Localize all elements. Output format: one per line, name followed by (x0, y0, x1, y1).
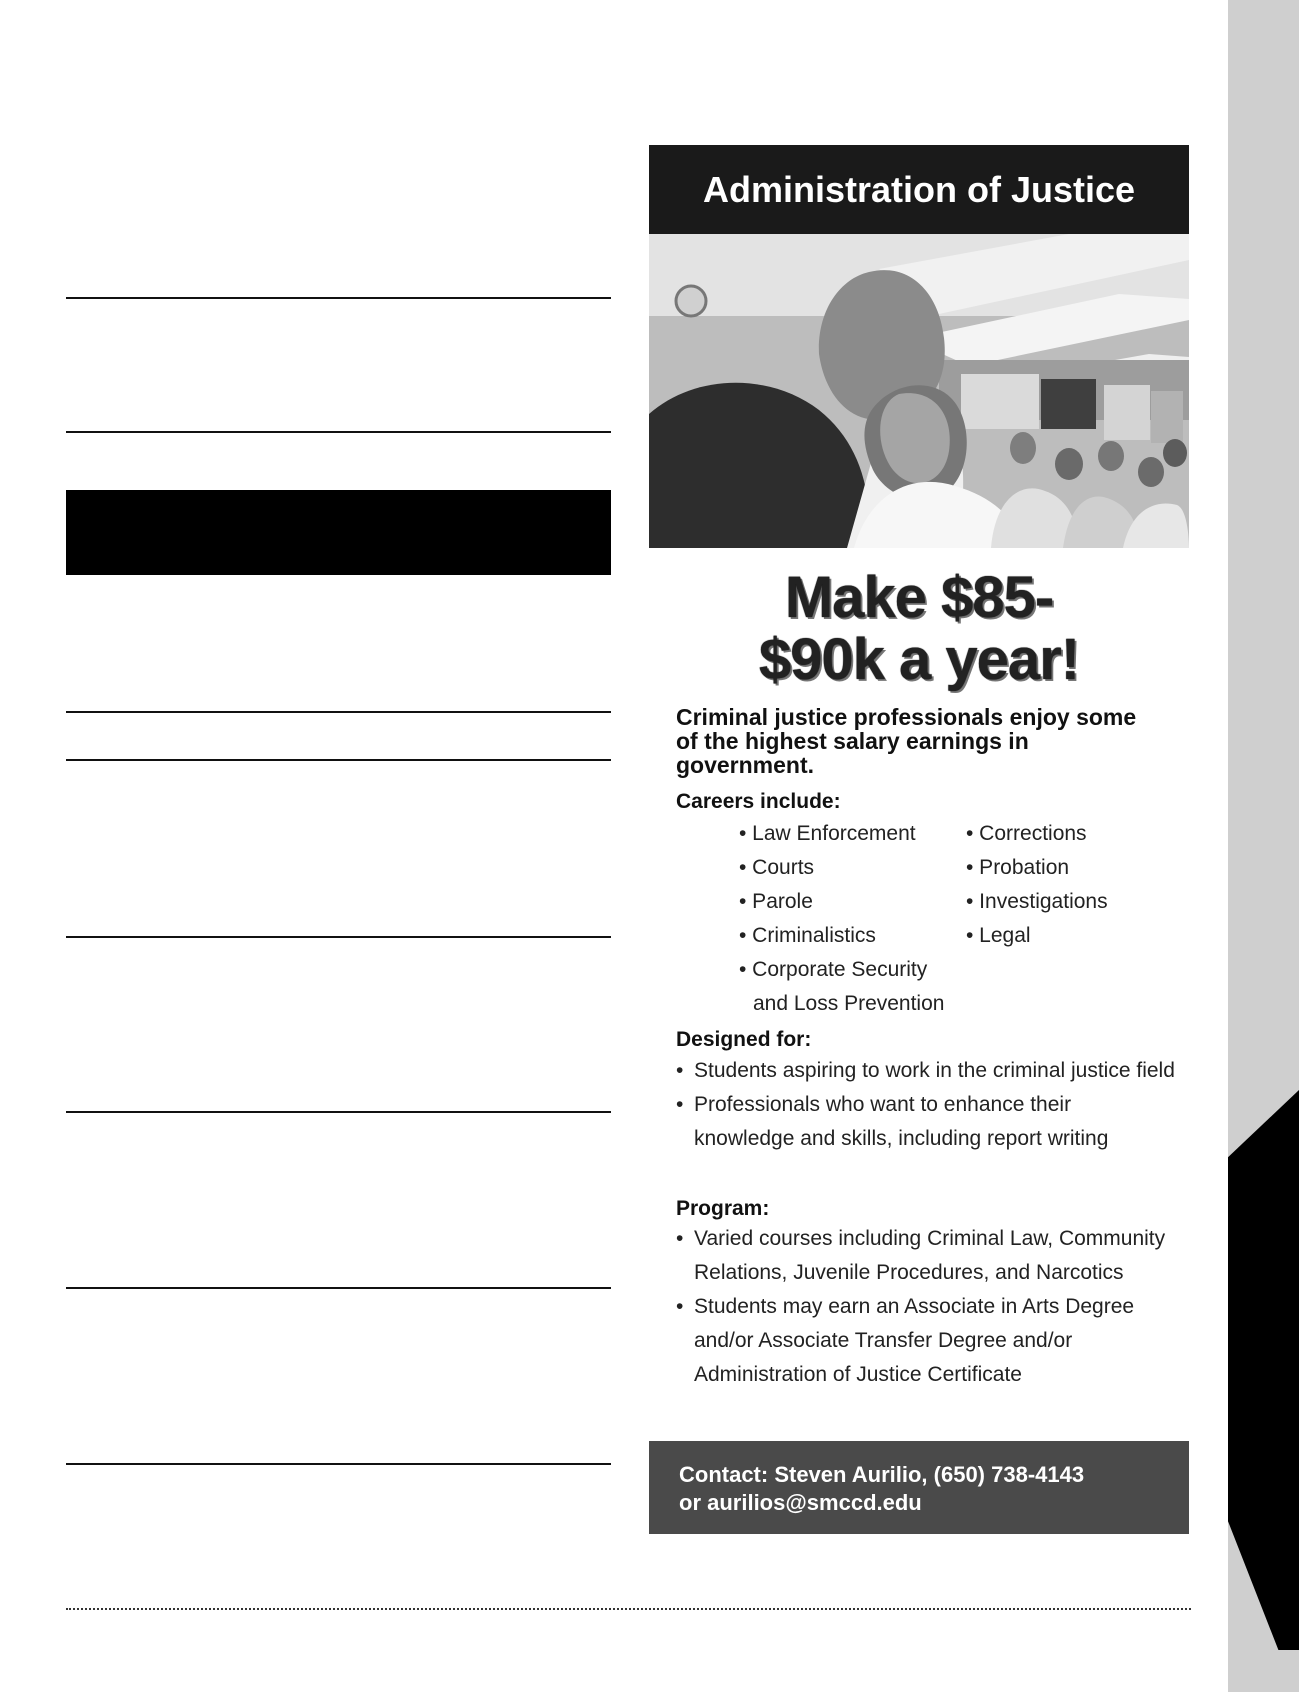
subheadline: Criminal justice professionals enjoy some of the highest salary earnings in government. (676, 704, 1137, 778)
advertisement (649, 145, 1189, 1534)
career-item: • Parole (739, 890, 813, 913)
divider-rule (66, 297, 611, 299)
headline (649, 567, 1189, 691)
dotted-cut-line (66, 1608, 1191, 1610)
contact-email[interactable]: or aurilios@smccd.edu (679, 1490, 922, 1515)
careers-right-list (966, 817, 1108, 953)
careers-left-list (739, 817, 944, 1021)
designed-for-item: • Students aspiring to work in the criminal justice field (676, 1054, 1176, 1088)
divider-rule (66, 711, 611, 713)
career-item: • Probation (966, 856, 1070, 879)
divider-rule (66, 431, 611, 433)
program-heading: Program: (676, 1197, 770, 1220)
contact-box (649, 1441, 1189, 1534)
contact-line: Contact: Steven Aurilio, (650) 738-4143 (679, 1462, 1085, 1487)
program-item: • Students may earn an Associate in Arts Degree and/or Associate Transfer Degree and/or Administration of Justice Certificate (676, 1290, 1176, 1392)
divider-rule (66, 936, 611, 938)
career-item-continuation: and Loss Prevention (753, 992, 945, 1015)
divider-rule (66, 1111, 611, 1113)
careers-heading: Careers include: (676, 790, 841, 813)
program-item: • Varied courses including Criminal Law, Community Relations, Juvenile Procedures, and Narcotics (676, 1222, 1176, 1290)
classroom-photo-icon (649, 234, 1189, 548)
headline-line: Make $85- (784, 565, 1054, 630)
career-item: • Investigations (966, 890, 1108, 913)
divider-rule (66, 1463, 611, 1465)
designed-for-heading: Designed for: (676, 1028, 812, 1051)
career-item: • Legal (966, 924, 1031, 947)
career-item: • Courts (739, 856, 815, 879)
designed-for-item: • Professionals who want to enhance their knowledge and skills, including report writing (676, 1088, 1176, 1156)
career-item: • Corporate Security (739, 958, 928, 981)
career-item: • Corrections (966, 822, 1087, 845)
divider-rule (66, 759, 611, 761)
career-item: • Criminalistics (739, 924, 876, 947)
headline-line: $90k a year! (758, 627, 1080, 692)
career-item: • Law Enforcement (739, 822, 916, 845)
designed-for-list (676, 1054, 1176, 1156)
divider-rule (66, 1287, 611, 1289)
ad-title: Administration of Justice (649, 145, 1189, 234)
black-band (66, 490, 611, 575)
program-list (676, 1222, 1176, 1392)
